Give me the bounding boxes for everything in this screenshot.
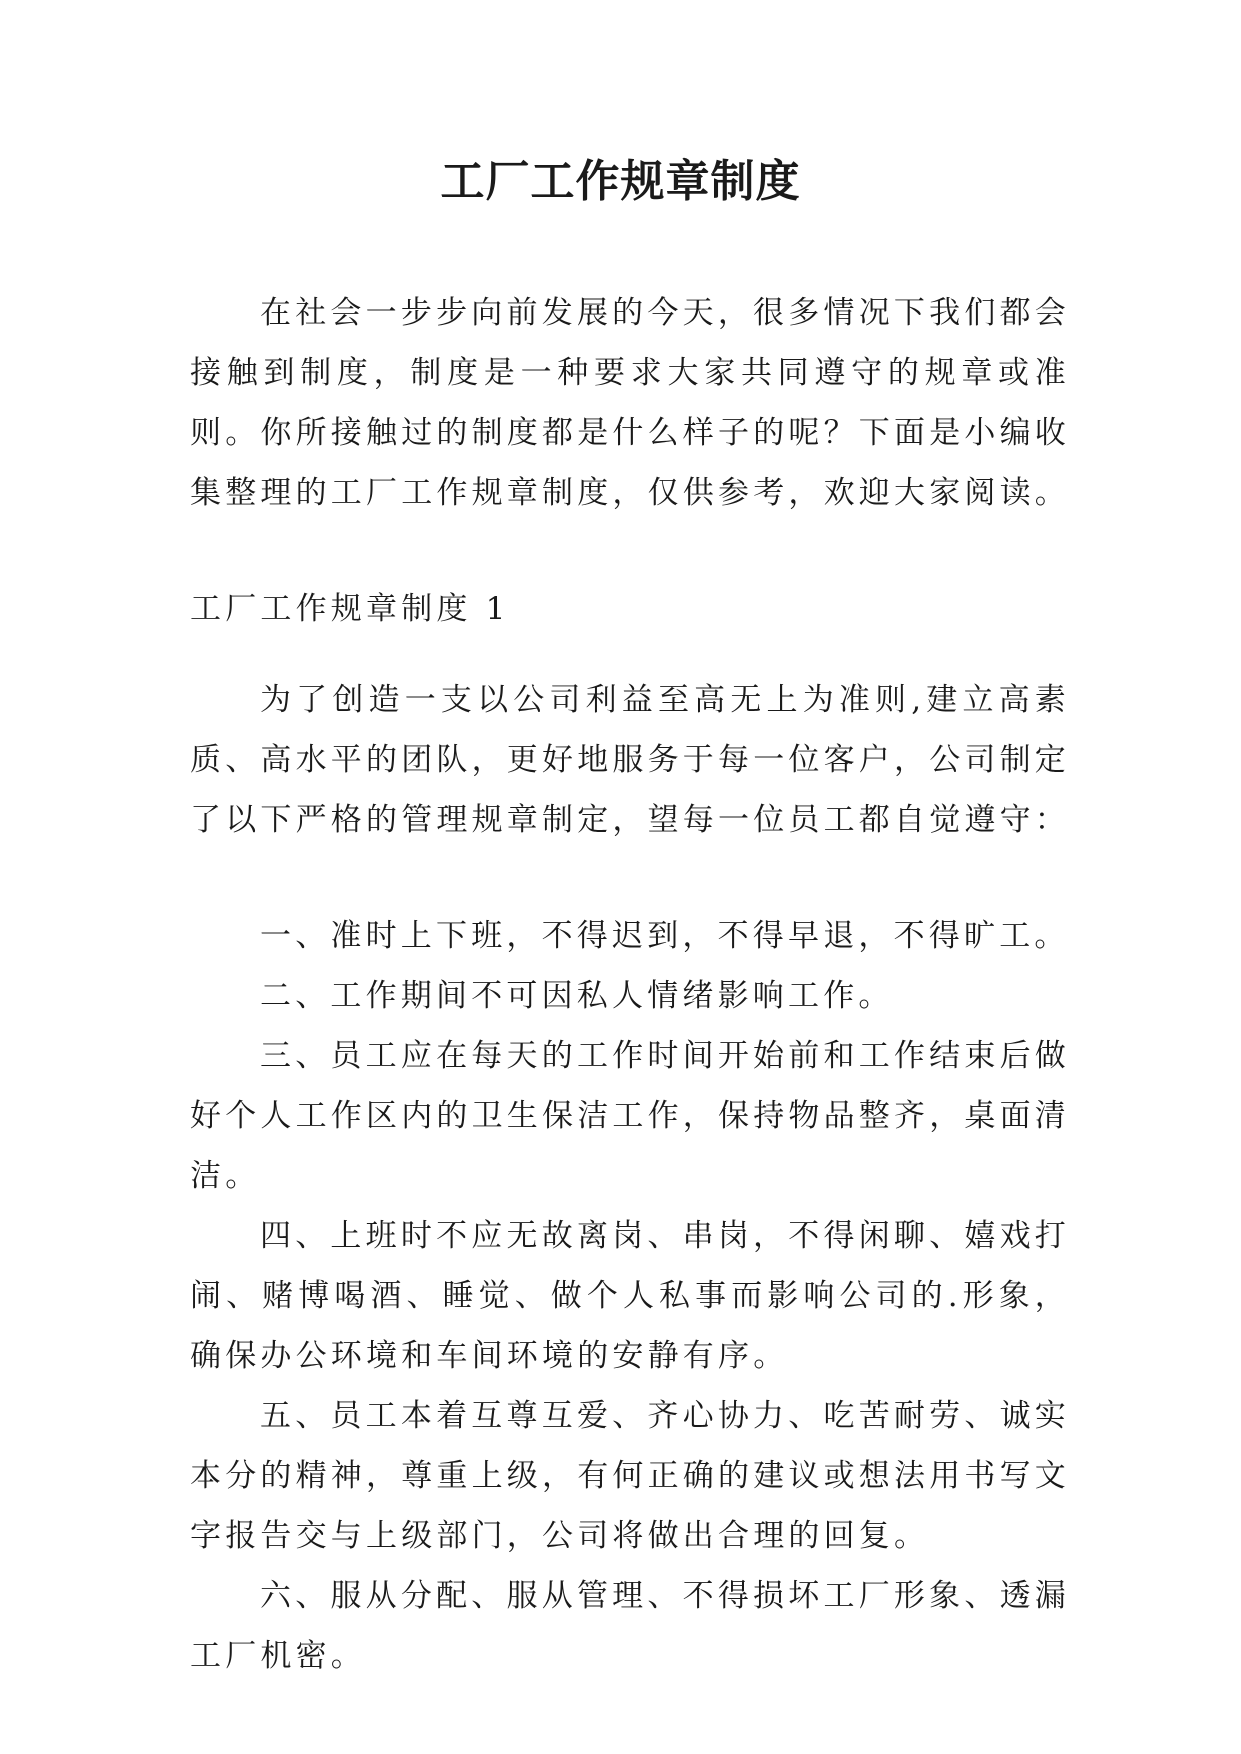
rule-item: 五、员工本着互尊互爱、齐心协力、吃苦耐劳、诚实本分的精神，尊重上级，有何正确的建议或想法用书写文字报告交与上级部门，公司将做出合理的回复。 bbox=[190, 1398, 1070, 1554]
intro-paragraph: 在社会一步步向前发展的今天，很多情况下我们都会接触到制度，制度是一种要求大家共同遵守的规章或准则。你所接触过的制度都是什么样子的呢？下面是小编收集整理的工厂工作规章制度，仅供参考，欢迎大家阅读。 bbox=[190, 295, 1070, 511]
rule-item: 六、服从分配、服从管理、不得损坏工厂形象、透漏工厂机密。 bbox=[190, 1578, 1070, 1674]
document-body bbox=[190, 283, 1070, 1686]
section-heading: 工厂工作规章制度 1 bbox=[190, 591, 510, 627]
section-lead-paragraph: 为了创造一支以公司利益至高无上为准则,建立高素质、高水平的团队，更好地服务于每一位客户，公司制定了以下严格的管理规章制定，望每一位员工都自觉遵守： bbox=[190, 682, 1070, 838]
document-title: 工厂工作规章制度 bbox=[440, 156, 801, 207]
rule-item: 四、上班时不应无故离岗、串岗，不得闲聊、嬉戏打闹、赌博喝酒、睡觉、做个人私事而影响公司的.形象，确保办公环境和车间环境的安静有序。 bbox=[190, 1218, 1070, 1374]
rule-item: 二、工作期间不可因私人情绪影响工作。 bbox=[260, 978, 894, 1014]
rule-item: 一、准时上下班，不得迟到，不得早退，不得旷工。 bbox=[260, 918, 1070, 954]
rule-item: 三、员工应在每天的工作时间开始前和工作结束后做好个人工作区内的卫生保洁工作，保持物品整齐，桌面清洁。 bbox=[190, 1038, 1070, 1194]
